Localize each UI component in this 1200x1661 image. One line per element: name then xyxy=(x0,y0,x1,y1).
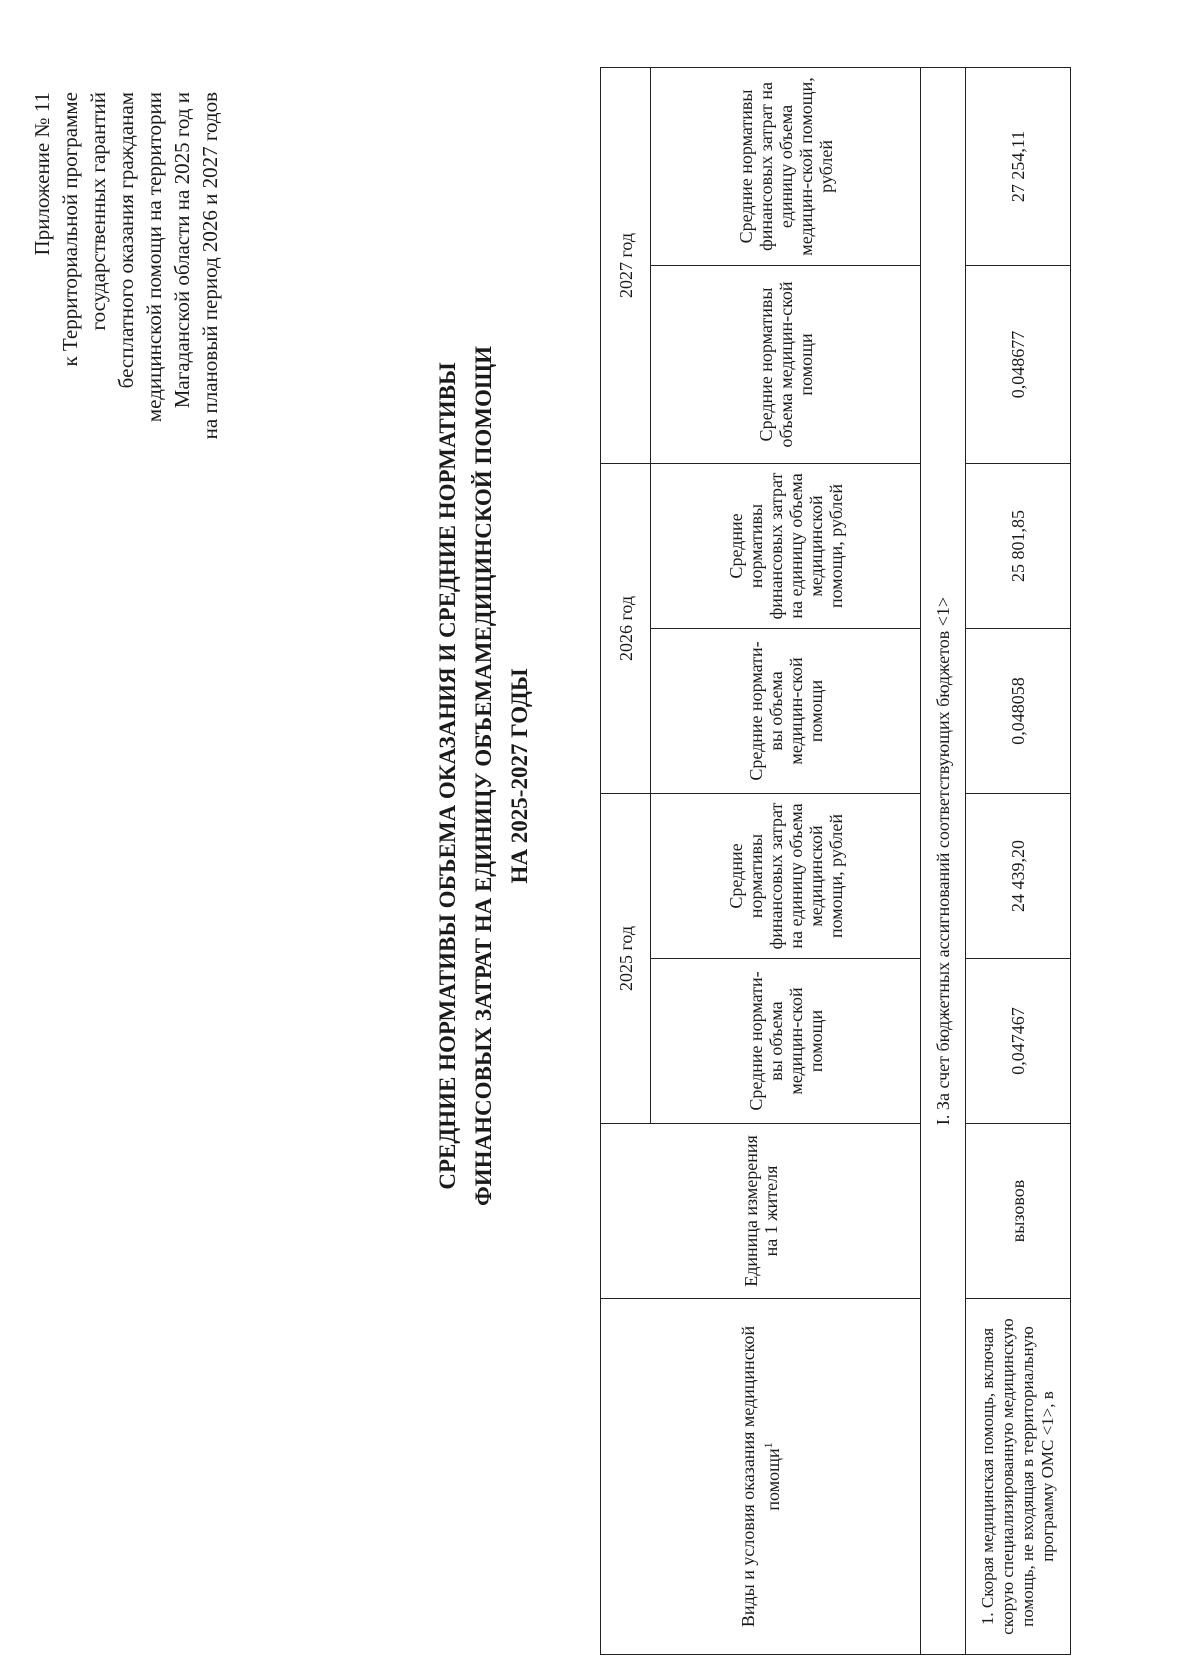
row-cost-2026: 25 801,85 xyxy=(966,463,1071,628)
document-title xyxy=(430,226,538,1326)
row-cost-2027: 27 254,11 xyxy=(966,67,1071,265)
row-volume-2027: 0,048677 xyxy=(966,265,1071,463)
title-line: ФИНАНСОВЫХ ЗАТРАТ НА ЕДИНИЦУ ОБЪЕМАМЕДИЦИНСКОЙ ПОМОЩИ xyxy=(471,346,496,1206)
appendix-line: медицинской помощи на территории xyxy=(142,92,166,423)
header-cost-2025: Средние нормативы финансовых затрат на единицу объема медицинской помощи, рублей xyxy=(651,793,921,958)
appendix-line: государственных гарантий xyxy=(86,92,110,331)
row-kind: 1. Скорая медицинская помощь, включая скорую специализированную медицинскую помощь, не входящая в территориальную программу ОМС <1>, в xyxy=(966,1299,1071,1655)
header-year-2026: 2026 год xyxy=(601,463,651,793)
row-unit: вызовов xyxy=(966,1124,1071,1299)
title-line: СРЕДНИЕ НОРМАТИВЫ ОБЪЕМА ОКАЗАНИЯ И СРЕДНИЕ НОРМАТИВЫ xyxy=(435,362,460,1190)
row-cost-2025: 24 439,20 xyxy=(966,793,1071,958)
row-volume-2026: 0,048058 xyxy=(966,628,1071,793)
appendix-line: Магаданской области на 2025 год и xyxy=(170,92,194,409)
header-cost-2026: Средние нормативы финансовых затрат на единицу объема медицинской помощи, рублей xyxy=(651,463,921,628)
appendix-line: к Территориальной программе xyxy=(58,92,82,367)
section-heading: I. За счет бюджетных ассигнований соответствующих бюджетов <1> xyxy=(921,67,966,1654)
header-volume-2025: Средние нормати-вы объема медицин-ской помощи xyxy=(651,959,921,1124)
header-volume-2026: Средние нормати-вы объема медицин-ской помощи xyxy=(651,628,921,793)
appendix-line: бесплатного оказания гражданам xyxy=(114,92,138,389)
norms-table xyxy=(600,67,1071,1655)
header-year-2025: 2025 год xyxy=(601,793,651,1123)
appendix-header xyxy=(28,92,224,612)
appendix-line: Приложение № 11 xyxy=(30,92,54,256)
header-volume-2027: Средние нормативы объема медицин-ской помощи xyxy=(651,265,921,463)
header-cost-2027: Средние нормативы финансовых затрат на единицу объема медицин-ской помощи, рублей xyxy=(651,67,921,265)
row-volume-2025: 0,047467 xyxy=(966,959,1071,1124)
appendix-line: на плановый период 2026 и 2027 годов xyxy=(198,92,222,440)
title-line: НА 2025-2027 ГОДЫ xyxy=(507,668,532,884)
header-kind: Виды и условия оказания медицинской помощи$^1$ xyxy=(601,1299,921,1655)
header-year-2027: 2027 год xyxy=(601,67,651,463)
header-unit: Единица измерения на 1 жителя xyxy=(601,1124,921,1299)
